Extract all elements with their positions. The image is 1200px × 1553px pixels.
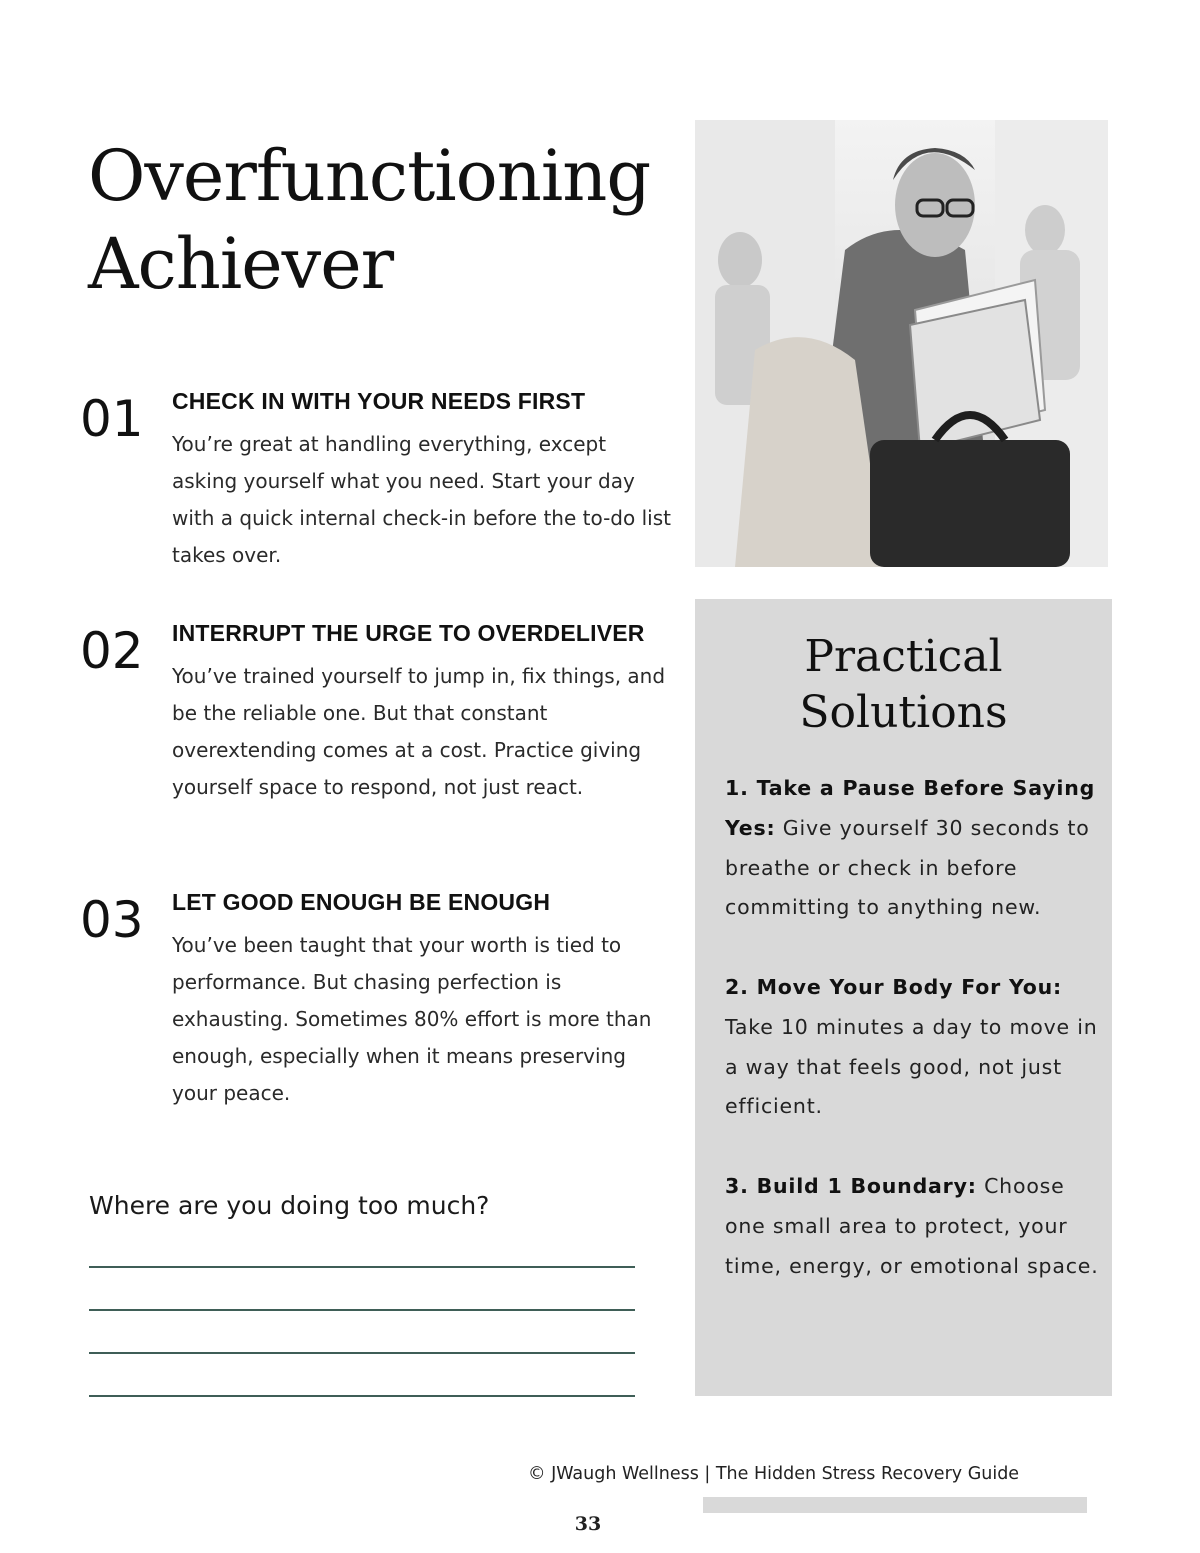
solutions-list xyxy=(725,769,1100,1326)
solution-label: 2. Move Your Body For You: xyxy=(725,974,1062,999)
footer-credit: © JWaugh Wellness | The Hidden Stress Recovery Guide xyxy=(528,1464,1020,1484)
footer-bar xyxy=(703,1497,1087,1513)
solution-item xyxy=(725,1167,1100,1286)
step-number: 03 xyxy=(80,891,144,949)
solutions-title-line-2: Solutions xyxy=(799,687,1008,738)
page-title xyxy=(88,132,688,308)
step-body: You’ve been taught that your worth is tied to performance. But chasing perfection is exhausting. Sometimes 80% effort is more than enough, especially when it means preserving your peace. xyxy=(172,933,652,1105)
title-line-2: Achiever xyxy=(88,223,394,305)
step-heading: CHECK IN WITH YOUR NEEDS FIRST xyxy=(172,388,586,414)
writing-line-3[interactable] xyxy=(89,1352,635,1354)
solution-text: Take 10 minutes a day to move in a way that feels good, not just efficient. xyxy=(725,1014,1098,1119)
page-number: 33 xyxy=(574,1513,602,1535)
solution-item xyxy=(725,968,1100,1127)
solution-item xyxy=(725,769,1100,928)
step-body: You’ve trained yourself to jump in, fix things, and be the reliable one. But that constant overextending comes at a cost. Practice giving yourself space to respond, not just react. xyxy=(172,664,666,799)
solution-label: 3. Build 1 Boundary: xyxy=(725,1173,977,1198)
writing-line-1[interactable] xyxy=(89,1266,635,1268)
photo-illustration xyxy=(695,120,1108,567)
step-heading: INTERRUPT THE URGE TO OVERDELIVER xyxy=(172,620,645,646)
practical-solutions-panel xyxy=(695,599,1112,1396)
step-number: 01 xyxy=(80,390,144,448)
step-body: You’re great at handling everything, except asking yourself what you need. Start your day with a quick internal check-in before the to-do list takes over. xyxy=(172,432,671,567)
writing-line-4[interactable] xyxy=(89,1395,635,1397)
solution-text: Choose one small area to protect, your time, energy, or emotional space. xyxy=(725,1173,1099,1278)
step-number: 02 xyxy=(80,622,144,680)
solutions-title xyxy=(695,629,1112,741)
solution-text: Give yourself 30 seconds to breathe or check in before committing to anything new. xyxy=(725,815,1090,920)
woman-with-files-photo xyxy=(695,120,1108,567)
step-heading: LET GOOD ENOUGH BE ENOUGH xyxy=(172,889,551,915)
reflection-question: Where are you doing too much? xyxy=(89,1191,490,1220)
solutions-title-line-1: Practical xyxy=(804,631,1003,682)
writing-line-2[interactable] xyxy=(89,1309,635,1311)
title-line-1: Overfunctioning xyxy=(88,135,651,217)
solution-label: 1. Take a Pause Before Saying Yes: xyxy=(725,776,1096,840)
